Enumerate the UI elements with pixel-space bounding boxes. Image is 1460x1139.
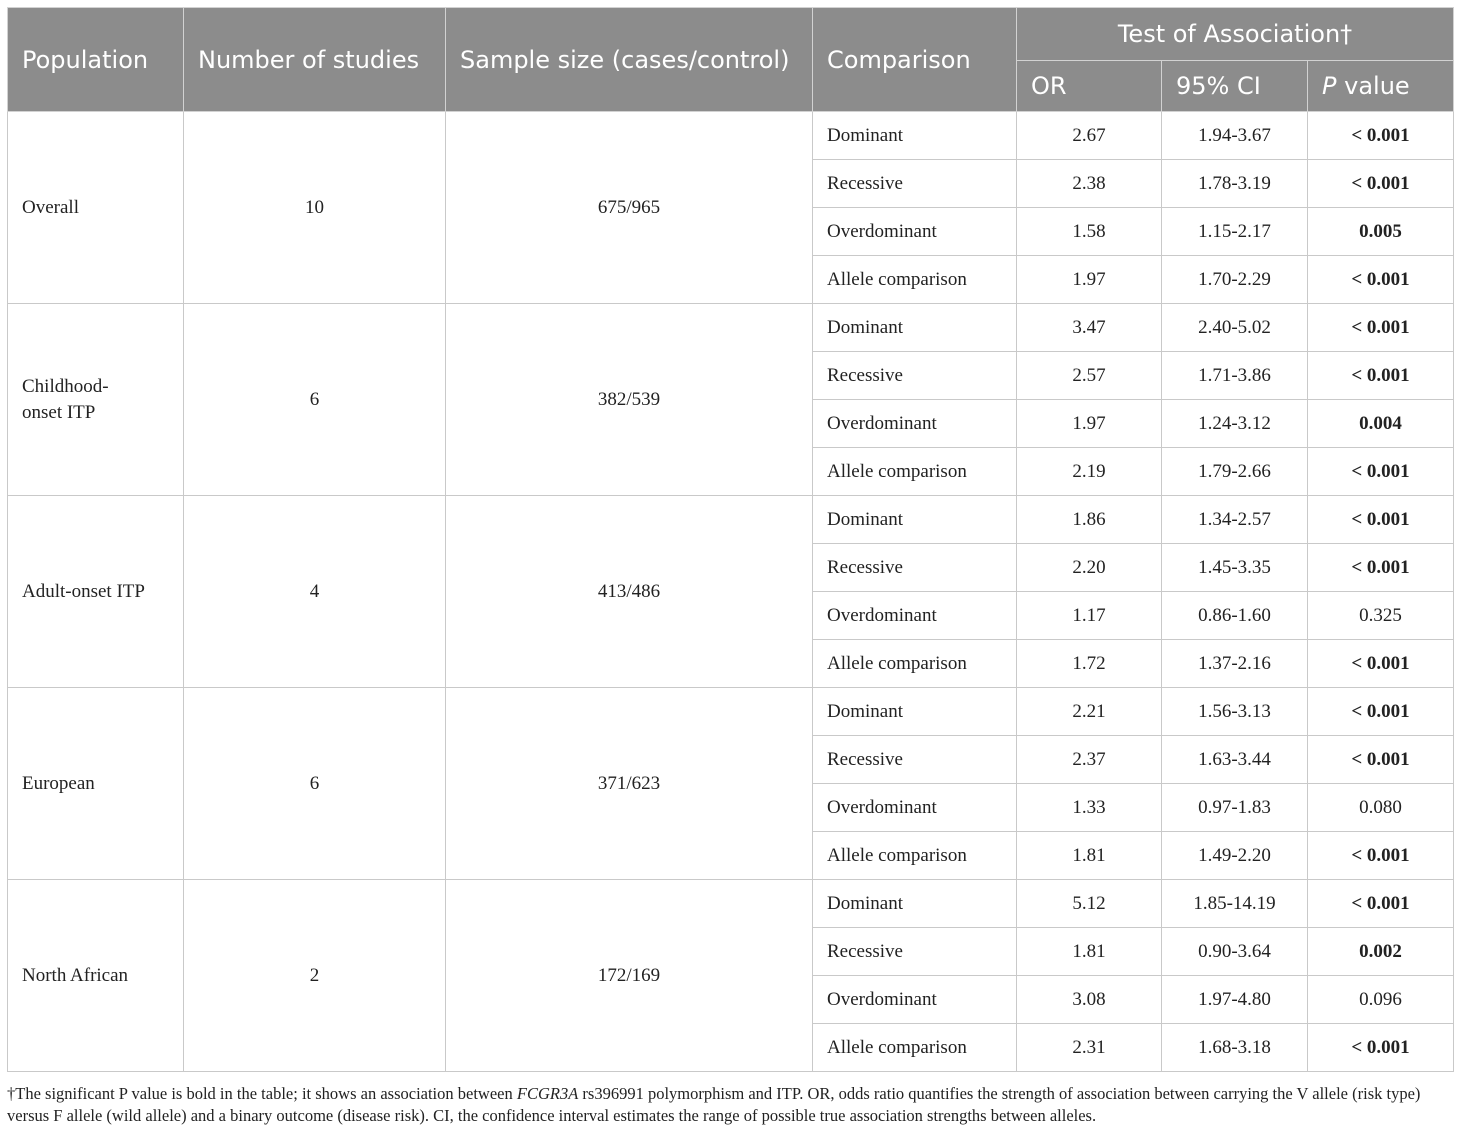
header-population: Population xyxy=(8,8,184,112)
footnote-gene: FCGR3A xyxy=(516,1084,579,1103)
or-cell: 1.33 xyxy=(1017,784,1162,832)
comparison-cell: Overdominant xyxy=(813,592,1017,640)
comparison-cell: Dominant xyxy=(813,688,1017,736)
p-value-cell: < 0.001 xyxy=(1308,304,1454,352)
table-row xyxy=(8,304,1454,352)
ci-cell: 1.45-3.35 xyxy=(1162,544,1308,592)
or-cell: 2.20 xyxy=(1017,544,1162,592)
header-sample-size: Sample size (cases/control) xyxy=(446,8,813,112)
p-value-cell: 0.325 xyxy=(1308,592,1454,640)
ci-cell: 1.15-2.17 xyxy=(1162,208,1308,256)
comparison-cell: Dominant xyxy=(813,304,1017,352)
p-value-cell: < 0.001 xyxy=(1308,352,1454,400)
studies-cell: 10 xyxy=(184,112,446,304)
or-cell: 1.97 xyxy=(1017,256,1162,304)
ci-cell: 1.85-14.19 xyxy=(1162,880,1308,928)
or-cell: 2.21 xyxy=(1017,688,1162,736)
comparison-cell: Recessive xyxy=(813,928,1017,976)
studies-cell: 6 xyxy=(184,304,446,496)
ci-cell: 1.78-3.19 xyxy=(1162,160,1308,208)
or-cell: 2.19 xyxy=(1017,448,1162,496)
comparison-cell: Recessive xyxy=(813,736,1017,784)
or-cell: 1.86 xyxy=(1017,496,1162,544)
header-p-italic: P xyxy=(1322,72,1337,100)
ci-cell: 1.97-4.80 xyxy=(1162,976,1308,1024)
ci-cell: 1.24-3.12 xyxy=(1162,400,1308,448)
association-table xyxy=(7,7,1454,1072)
ci-cell: 1.49-2.20 xyxy=(1162,832,1308,880)
table-header xyxy=(8,8,1454,112)
population-cell: Adult-onset ITP xyxy=(8,496,184,688)
ci-cell: 1.71-3.86 xyxy=(1162,352,1308,400)
table-footnote xyxy=(7,1083,1457,1127)
comparison-cell: Allele comparison xyxy=(813,1024,1017,1072)
or-cell: 2.57 xyxy=(1017,352,1162,400)
sample-size-cell: 371/623 xyxy=(446,688,813,880)
comparison-cell: Recessive xyxy=(813,160,1017,208)
comparison-cell: Allele comparison xyxy=(813,640,1017,688)
sample-size-cell: 413/486 xyxy=(446,496,813,688)
or-cell: 2.38 xyxy=(1017,160,1162,208)
ci-cell: 1.68-3.18 xyxy=(1162,1024,1308,1072)
comparison-cell: Recessive xyxy=(813,352,1017,400)
footnote-part1: †The significant P value is bold in the table; it shows an association between xyxy=(7,1084,517,1103)
comparison-cell: Allele comparison xyxy=(813,832,1017,880)
p-value-cell: < 0.001 xyxy=(1308,496,1454,544)
population-cell: European xyxy=(8,688,184,880)
ci-cell: 1.94-3.67 xyxy=(1162,112,1308,160)
p-value-cell: 0.004 xyxy=(1308,400,1454,448)
ci-cell: 1.34-2.57 xyxy=(1162,496,1308,544)
ci-cell: 2.40-5.02 xyxy=(1162,304,1308,352)
comparison-cell: Overdominant xyxy=(813,784,1017,832)
header-95-ci: 95% CI xyxy=(1162,61,1308,112)
header-test-of-association: Test of Association† xyxy=(1017,8,1454,61)
comparison-cell: Overdominant xyxy=(813,208,1017,256)
studies-cell: 6 xyxy=(184,688,446,880)
p-value-cell: < 0.001 xyxy=(1308,640,1454,688)
comparison-cell: Dominant xyxy=(813,496,1017,544)
population-cell: North African xyxy=(8,880,184,1072)
sample-size-cell: 172/169 xyxy=(446,880,813,1072)
or-cell: 1.58 xyxy=(1017,208,1162,256)
sample-size-cell: 382/539 xyxy=(446,304,813,496)
or-cell: 1.81 xyxy=(1017,832,1162,880)
studies-cell: 2 xyxy=(184,880,446,1072)
or-cell: 2.67 xyxy=(1017,112,1162,160)
table-body xyxy=(8,112,1454,1072)
sample-size-cell: 675/965 xyxy=(446,112,813,304)
ci-cell: 1.70-2.29 xyxy=(1162,256,1308,304)
ci-cell: 0.97-1.83 xyxy=(1162,784,1308,832)
p-value-cell: < 0.001 xyxy=(1308,832,1454,880)
p-value-cell: < 0.001 xyxy=(1308,880,1454,928)
table-row xyxy=(8,496,1454,544)
p-value-cell: 0.080 xyxy=(1308,784,1454,832)
or-cell: 1.97 xyxy=(1017,400,1162,448)
or-cell: 1.72 xyxy=(1017,640,1162,688)
header-p-rest: value xyxy=(1336,72,1410,100)
comparison-cell: Allele comparison xyxy=(813,256,1017,304)
or-cell: 3.08 xyxy=(1017,976,1162,1024)
p-value-cell: 0.005 xyxy=(1308,208,1454,256)
p-value-cell: < 0.001 xyxy=(1308,112,1454,160)
header-or: OR xyxy=(1017,61,1162,112)
table-row xyxy=(8,112,1454,160)
population-cell: Overall xyxy=(8,112,184,304)
population-cell: Childhood-onset ITP xyxy=(8,304,184,496)
ci-cell: 1.37-2.16 xyxy=(1162,640,1308,688)
or-cell: 1.17 xyxy=(1017,592,1162,640)
footnote-part2: rs396991 polymorphism and ITP. OR, odds ratio quantifies the strength of association between carrying the V allele (risk type) versus F allele (wild allele) and a binary outcome (disease risk). CI, the confidence interval estimates the range of possible true association strengths between alleles. xyxy=(7,1084,1421,1125)
p-value-cell: < 0.001 xyxy=(1308,688,1454,736)
header-p-value xyxy=(1308,61,1454,112)
p-value-cell: < 0.001 xyxy=(1308,256,1454,304)
comparison-cell: Dominant xyxy=(813,880,1017,928)
ci-cell: 0.90-3.64 xyxy=(1162,928,1308,976)
p-value-cell: < 0.001 xyxy=(1308,160,1454,208)
table-row xyxy=(8,880,1454,928)
comparison-cell: Overdominant xyxy=(813,400,1017,448)
p-value-cell: < 0.001 xyxy=(1308,1024,1454,1072)
p-value-cell: < 0.001 xyxy=(1308,736,1454,784)
studies-cell: 4 xyxy=(184,496,446,688)
p-value-cell: 0.002 xyxy=(1308,928,1454,976)
ci-cell: 0.86-1.60 xyxy=(1162,592,1308,640)
ci-cell: 1.56-3.13 xyxy=(1162,688,1308,736)
header-comparison: Comparison xyxy=(813,8,1017,112)
comparison-cell: Recessive xyxy=(813,544,1017,592)
p-value-cell: 0.096 xyxy=(1308,976,1454,1024)
or-cell: 2.37 xyxy=(1017,736,1162,784)
p-value-cell: < 0.001 xyxy=(1308,544,1454,592)
comparison-cell: Allele comparison xyxy=(813,448,1017,496)
ci-cell: 1.63-3.44 xyxy=(1162,736,1308,784)
header-number-of-studies: Number of studies xyxy=(184,8,446,112)
or-cell: 1.81 xyxy=(1017,928,1162,976)
comparison-cell: Dominant xyxy=(813,112,1017,160)
p-value-cell: < 0.001 xyxy=(1308,448,1454,496)
or-cell: 3.47 xyxy=(1017,304,1162,352)
ci-cell: 1.79-2.66 xyxy=(1162,448,1308,496)
comparison-cell: Overdominant xyxy=(813,976,1017,1024)
or-cell: 5.12 xyxy=(1017,880,1162,928)
table-row xyxy=(8,688,1454,736)
or-cell: 2.31 xyxy=(1017,1024,1162,1072)
